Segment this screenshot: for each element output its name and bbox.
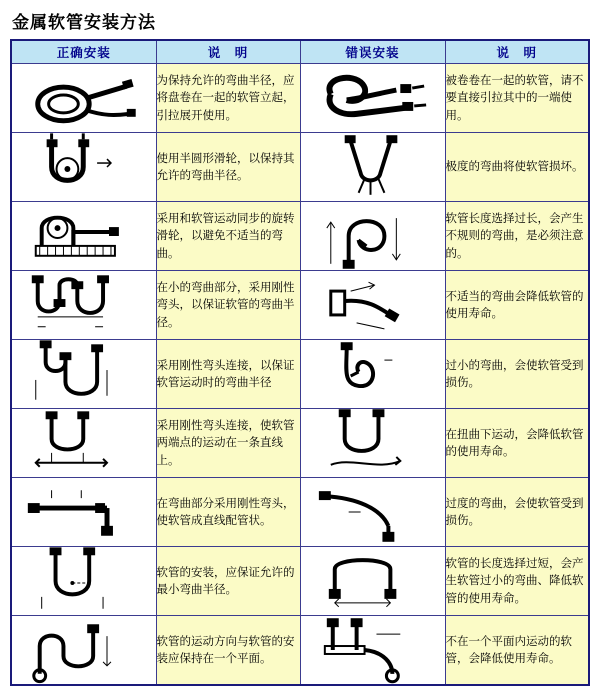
description-wrong: 极度的弯曲将使软管损坏。 [445, 133, 589, 202]
description-correct: 在小的弯曲部分，采用刚性弯头，以保证软管的弯曲半径。 [156, 271, 300, 340]
column-header-wrong-install: 错误安装 [300, 40, 445, 64]
out-of-plane-motion-icon [300, 616, 445, 686]
table-row [11, 271, 589, 340]
straight-line-motion-icon [11, 409, 156, 478]
description-correct: 软管的运动方向与软管的安装应保持在一个平面。 [156, 616, 300, 686]
hose-installation-table [10, 39, 590, 686]
description-wrong: 不适当的弯曲会降低软管的使用寿命。 [445, 271, 589, 340]
description-wrong: 过度的弯曲，会使软管受到损伤。 [445, 478, 589, 547]
description-correct: 软管的安装，应保证允许的最小弯曲半径。 [156, 547, 300, 616]
description-wrong: 软管的长度选择过短，会产生软管过小的弯曲、降低软管的使用寿命。 [445, 547, 589, 616]
too-long-hose-icon [300, 547, 445, 616]
description-correct: 采用刚性弯头连接，使软管两端点的运动在一条直线上。 [156, 409, 300, 478]
table-row [11, 547, 589, 616]
description-correct: 在弯曲部分采用刚性弯头，使软管成直线配管状。 [156, 478, 300, 547]
excessive-bend-icon [300, 478, 445, 547]
coiled-hose-pulled-icon [300, 64, 445, 133]
table-row [11, 133, 589, 202]
rigid-elbow-connection-icon [11, 340, 156, 409]
description-wrong: 在扭曲下运动，会降低软管的使用寿命。 [445, 409, 589, 478]
rigid-elbow-small-bend-icon [11, 271, 156, 340]
column-header-correct-install: 正确安装 [11, 40, 156, 64]
table-header-row [11, 40, 589, 64]
too-small-bend-icon [300, 340, 445, 409]
description-correct: 使用半圆形滑轮，以保持其允许的弯曲半径。 [156, 133, 300, 202]
description-correct: 采用刚性弯头连接，以保证软管运动时的弯曲半径 [156, 340, 300, 409]
torsion-motion-icon [300, 409, 445, 478]
table-row [11, 202, 589, 271]
table-row [11, 616, 589, 686]
table-row [11, 478, 589, 547]
description-wrong: 软管长度选择过长，会产生不规则的弯曲，是必须注意的。 [445, 202, 589, 271]
long-hose-irregular-bend-icon [300, 202, 445, 271]
chain-sync-pulley-icon [11, 202, 156, 271]
column-header-correct-desc: 说 明 [156, 40, 300, 64]
table-row [11, 64, 589, 133]
straight-pipe-elbow-icon [11, 478, 156, 547]
coiled-hose-standing-icon [11, 64, 156, 133]
description-wrong: 被卷卷在一起的软管，请不要直接引拉其中的一端使用。 [445, 64, 589, 133]
table-row [11, 409, 589, 478]
description-correct: 为保持允许的弯曲半径，应将盘卷在一起的软管立起，引拉展开使用。 [156, 64, 300, 133]
description-correct: 采用和软管运动同步的旋转滑轮，以避免不适当的弯曲。 [156, 202, 300, 271]
same-plane-motion-icon [11, 616, 156, 686]
sharp-bend-icon [300, 133, 445, 202]
table-row [11, 340, 589, 409]
description-wrong: 过小的弯曲，会使软管受到损伤。 [445, 340, 589, 409]
table-body [11, 64, 589, 686]
improper-bend-icon [300, 271, 445, 340]
description-wrong: 不在一个平面内运动的软管，会降低使用寿命。 [445, 616, 589, 686]
column-header-wrong-desc: 说 明 [445, 40, 589, 64]
min-bend-radius-icon [11, 547, 156, 616]
page-title: 金属软管安装方法 [12, 13, 156, 33]
u-bend-pulley-icon [11, 133, 156, 202]
